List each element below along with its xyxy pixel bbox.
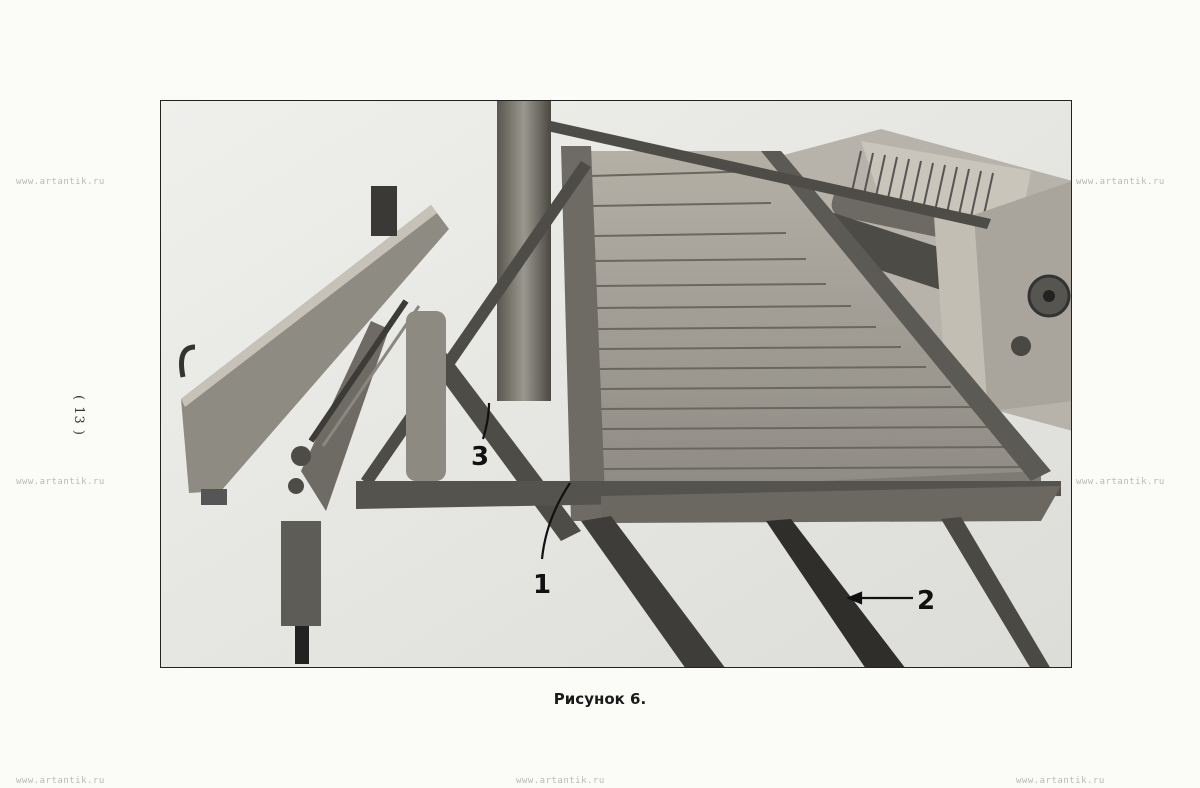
callout-3: 3 — [471, 442, 490, 472]
watermark-bottom-left: www.artantik.ru — [16, 776, 105, 786]
watermark-bottom-right: www.artantik.ru — [1016, 776, 1105, 786]
callout-1: 1 — [533, 570, 552, 600]
callout-2: 2 — [917, 586, 936, 616]
watermark-right-middle: www.artantik.ru — [1076, 477, 1165, 487]
figure-caption: Рисунок 6. — [553, 690, 647, 708]
watermark-left-top: www.artantik.ru — [16, 177, 105, 187]
page-number: ( 13 ) — [71, 395, 86, 436]
watermark-right-top: www.artantik.ru — [1076, 177, 1165, 187]
watermark-left-middle: www.artantik.ru — [16, 477, 105, 487]
machine-photograph — [160, 100, 1072, 668]
watermark-bottom-center: www.artantik.ru — [516, 776, 605, 786]
